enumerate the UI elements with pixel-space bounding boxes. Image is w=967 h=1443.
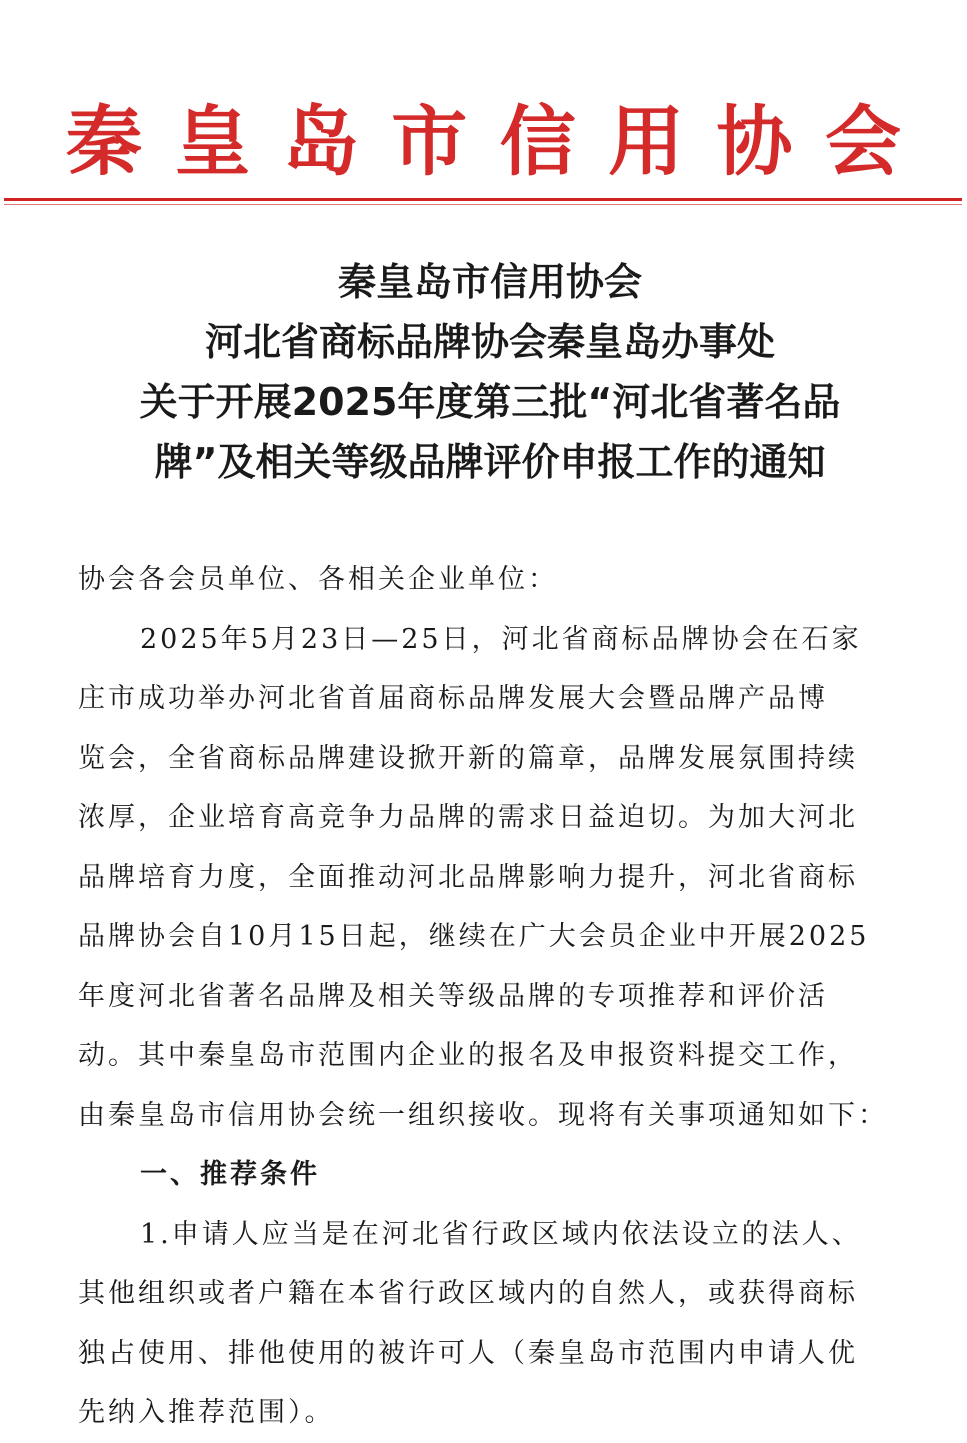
red-divider-thick	[4, 198, 962, 201]
paragraph-line: 年度河北省著名品牌及相关等级品牌的专项推荐和评价活	[78, 980, 828, 1012]
title-line: 秦皇岛市信用协会	[337, 260, 642, 304]
paragraph-line: 由秦皇岛市信用协会统一组织接收。现将有关事项通知如下：	[78, 1099, 888, 1131]
masthead-letterhead	[0, 92, 967, 192]
title-line: 河北省商标品牌协会秦皇岛办事处	[204, 320, 775, 364]
paragraph-line: 品牌协会自10月15日起，继续在广大会员企业中开展2025	[78, 921, 870, 952]
paragraph-line: 庄市成功举办河北省首届商标品牌发展大会暨品牌产品博	[78, 683, 828, 714]
item-line: 先纳入推荐范围）。	[78, 1397, 335, 1428]
masthead-char: 信	[499, 97, 576, 186]
masthead-char: 协	[716, 97, 793, 186]
salutation: 协会各会员单位、各相关企业单位：	[78, 564, 558, 595]
red-divider-thin	[4, 204, 962, 205]
masthead-char: 会	[824, 97, 901, 186]
paragraph-line: 2025年5月23日—25日，河北省商标品牌协会在石家	[140, 623, 862, 655]
paragraph-line: 览会，全省商标品牌建设掀开新的篇章，品牌发展氛围持续	[78, 742, 858, 774]
masthead-char: 皇	[174, 97, 251, 186]
item-line: 其他组织或者户籍在本省行政区域内的自然人，或获得商标	[78, 1278, 858, 1309]
section-heading: 一、推荐条件	[140, 1159, 320, 1190]
title-line: 关于开展2025年度第三批“河北省著名品	[139, 380, 841, 424]
masthead-char: 市	[391, 97, 468, 186]
document-body	[78, 550, 918, 1443]
masthead-char: 秦	[66, 97, 142, 186]
paragraph-line: 品牌培育力度，全面推动河北品牌影响力提升，河北省商标	[78, 861, 858, 893]
masthead-char: 岛	[282, 97, 359, 186]
paragraph-line: 浓厚，企业培育高竞争力品牌的需求日益迫切。为加大河北	[78, 802, 858, 833]
paragraph-line: 动。其中秦皇岛市范围内企业的报名及申报资料提交工作，	[78, 1040, 858, 1071]
document-title	[60, 252, 920, 492]
item-line: 1.申请人应当是在河北省行政区域内依法设立的法人、	[140, 1218, 862, 1250]
title-line: 牌”及相关等级品牌评价申报工作的通知	[154, 440, 826, 484]
item-line: 独占使用、排他使用的被许可人（秦皇岛市范围内申请人优	[78, 1337, 858, 1369]
masthead-char: 用	[608, 97, 685, 186]
